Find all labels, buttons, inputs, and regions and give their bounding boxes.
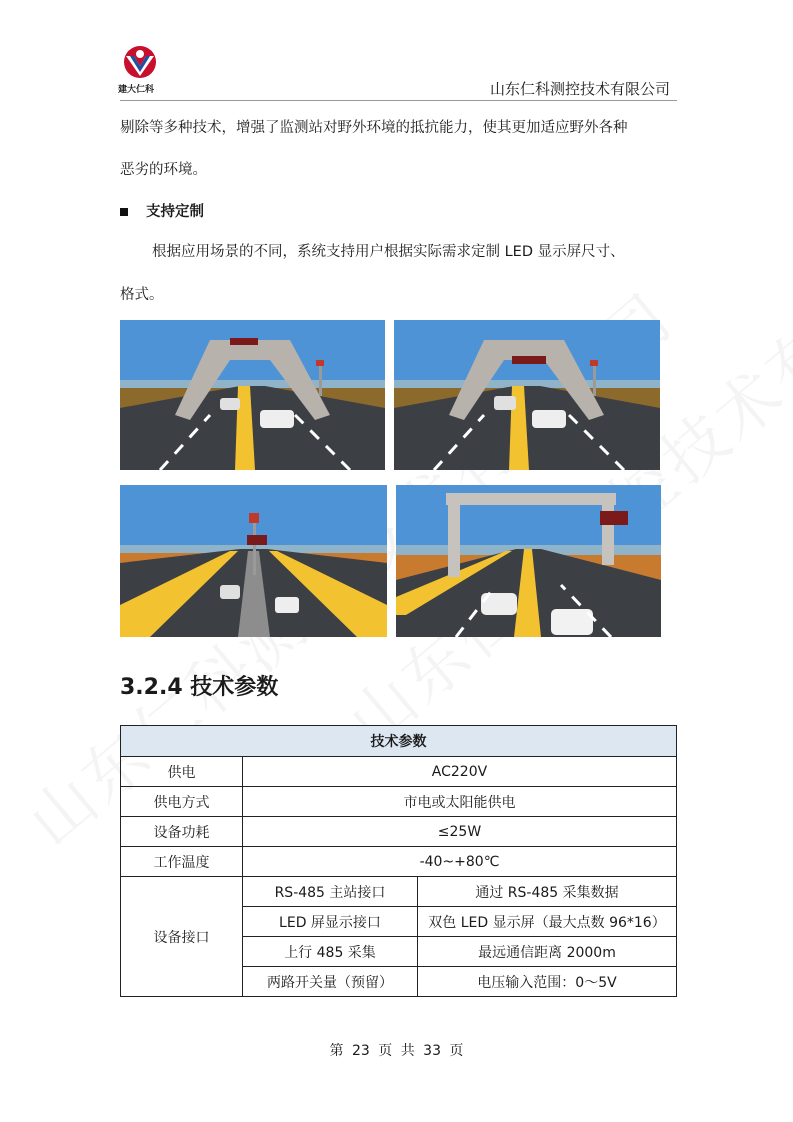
scene-image-median-pole xyxy=(120,485,387,637)
paragraph-line: 恶劣的环境。 xyxy=(120,162,207,178)
interface-name: 两路开关量（预留） xyxy=(243,967,418,997)
row-value: 市电或太阳能供电 xyxy=(243,787,677,817)
interface-desc: 电压输入范围：0～5V xyxy=(418,967,677,997)
interface-name: 上行 485 采集 xyxy=(243,937,418,967)
square-bullet-icon xyxy=(120,208,128,216)
section-title xyxy=(120,200,204,221)
scene-image-gantry-frame xyxy=(396,485,661,637)
table-row xyxy=(121,757,677,787)
row-value: ≤25W xyxy=(243,817,677,847)
interface-desc: 通过 RS-485 采集数据 xyxy=(418,877,677,907)
company-name: 山东仁科测控技术有限公司 xyxy=(489,80,670,98)
section-heading: 3.2.4 技术参数 xyxy=(120,675,279,700)
logo-text: 建大仁科 xyxy=(118,85,155,95)
table-row xyxy=(121,817,677,847)
paragraph-line: 剔除等多种技术，增强了监测站对野外环境的抵抗能力，使其更加适应野外各种 xyxy=(120,120,628,136)
table-title-row xyxy=(121,726,677,757)
spec-table xyxy=(120,725,677,997)
row-value: AC220V xyxy=(243,757,677,787)
row-label: 设备功耗 xyxy=(121,817,243,847)
table-row xyxy=(121,787,677,817)
interface-desc: 双色 LED 显示屏（最大点数 96*16） xyxy=(418,907,677,937)
scene-image-arch-gantry-1 xyxy=(120,320,385,470)
table-title: 技术参数 xyxy=(121,726,677,757)
row-label: 供电方式 xyxy=(121,787,243,817)
section-title-text: 支持定制 xyxy=(146,204,204,220)
page-footer: 第 23 页 共 33 页 xyxy=(329,1043,464,1059)
row-label: 供电 xyxy=(121,757,243,787)
interface-name: RS-485 主站接口 xyxy=(243,877,418,907)
row-label: 工作温度 xyxy=(121,847,243,877)
table-row xyxy=(121,847,677,877)
header-divider xyxy=(120,100,677,101)
interface-name: LED 屏显示接口 xyxy=(243,907,418,937)
paragraph-line: 格式。 xyxy=(120,287,164,303)
interface-desc: 最远通信距离 2000m xyxy=(418,937,677,967)
scene-image-arch-gantry-2 xyxy=(394,320,660,470)
paragraph-line: 根据应用场景的不同，系统支持用户根据实际需求定制 LED 显示屏尺寸、 xyxy=(152,244,625,260)
interface-label: 设备接口 xyxy=(121,877,243,997)
row-value: -40~+80℃ xyxy=(243,847,677,877)
table-row xyxy=(121,877,677,907)
